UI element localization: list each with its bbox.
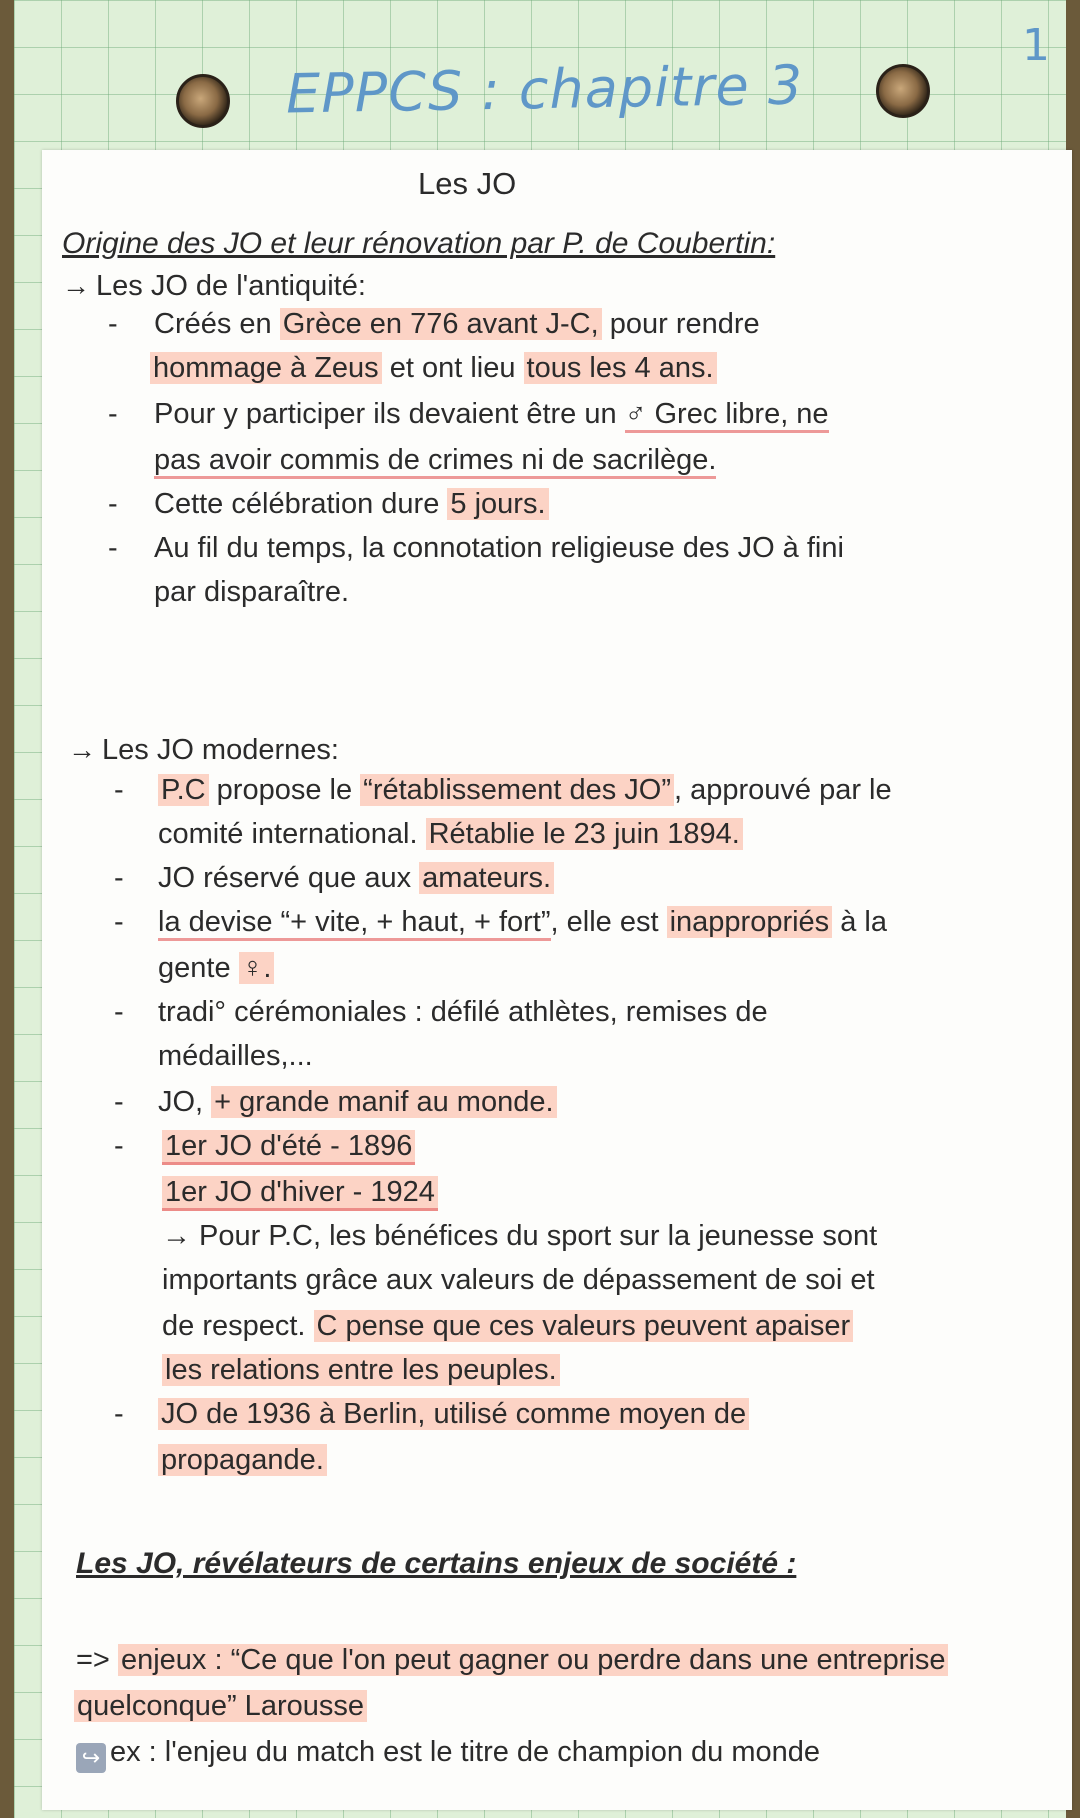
modern-bullet-4-line-2: médailles,...	[158, 1040, 313, 1072]
bullet-dash: -	[108, 308, 118, 340]
bullet-dash: -	[108, 488, 118, 520]
modern-paragraph-line-2: importants grâce aux valeurs de dépassement de soi et	[162, 1264, 875, 1296]
antiquity-bullet-4-line-2: par disparaître.	[154, 576, 350, 608]
punch-hole-left	[176, 74, 230, 128]
modern-bullet-1-line-1: P.C propose le “rétablissement des JO” , approuvé par le	[158, 772, 892, 808]
antiquity-bullet-2-line-1: Pour y participer ils devaient être un ♂ Grec libre, ne	[154, 396, 829, 432]
bullet-dash: -	[108, 532, 118, 564]
printed-note-sheet	[42, 150, 1072, 1810]
modern-bullet-6-line-1: 1er JO d'été - 1896	[162, 1128, 415, 1164]
right-arrow-icon: →	[62, 270, 90, 301]
modern-bullet-3-line-2: gente ♀.	[158, 950, 274, 986]
modern-paragraph-line-4: les relations entre les peuples.	[162, 1352, 560, 1388]
bullet-dash: -	[114, 862, 124, 894]
return-arrow-icon: ↪	[76, 1743, 106, 1773]
antiquity-bullet-3: Cette célébration dure 5 jours.	[154, 486, 549, 522]
modern-bullet-6-line-2: 1er JO d'hiver - 1924	[162, 1174, 438, 1210]
handwritten-title: EPPCS : chapitre 3	[285, 53, 804, 126]
modern-paragraph-line-1: → Pour P.C, les bénéfices du sport sur la jeunesse sont	[162, 1220, 878, 1252]
bullet-dash: -	[108, 398, 118, 430]
bullet-dash: -	[114, 1086, 124, 1118]
bullet-dash: -	[114, 906, 124, 938]
modern-bullet-1-line-2: comité international. Rétablie le 23 juin 1894.	[158, 816, 743, 852]
modern-bullet-2: JO réservé que aux amateurs.	[158, 860, 554, 896]
modern-bullet-3-line-1: la devise “+ vite, + haut, + fort”, elle est inappropriés à la	[158, 904, 887, 940]
modern-bullet-5: JO, + grande manif au monde.	[158, 1084, 557, 1120]
page-number: 1	[1022, 20, 1050, 71]
section1-heading: Origine des JO et leur rénovation par P. de Coubertin:	[62, 227, 776, 260]
subject-title: Les JO	[418, 166, 517, 201]
grid-paper	[14, 0, 1066, 1818]
punch-hole-right	[876, 64, 930, 118]
example-line: ↪ ex : l'enjeu du match est le titre de champion du monde	[76, 1734, 820, 1773]
modern-bullet-7-line-2: propagande.	[158, 1442, 327, 1478]
bullet-dash: -	[114, 996, 124, 1028]
antiquity-title: → Les JO de l'antiquité:	[62, 270, 366, 302]
bullet-dash: -	[114, 1130, 124, 1162]
antiquity-bullet-1-line-1: Créés en Grèce en 776 avant J-C, pour rendre	[154, 308, 760, 340]
modern-bullet-7-line-1: JO de 1936 à Berlin, utilisé comme moyen de	[158, 1396, 749, 1432]
definition-line-2: quelconque” Larousse	[74, 1688, 367, 1724]
definition-line-1: => enjeux : “Ce que l'on peut gagner ou perdre dans une entreprise	[76, 1642, 948, 1678]
modern-paragraph-line-3: de respect. C pense que ces valeurs peuvent apaiser	[162, 1308, 853, 1344]
bullet-dash: -	[114, 1398, 124, 1430]
modern-title-line: → Les JO modernes:	[68, 734, 339, 766]
bullet-dash: -	[114, 774, 124, 806]
antiquity-bullet-1-line-2: hommage à Zeus et ont lieu tous les 4 ans.	[150, 350, 717, 386]
antiquity-bullet-4-line-1: Au fil du temps, la connotation religieuse des JO à fini	[154, 532, 844, 564]
antiquity-bullet-2-line-2: pas avoir commis de crimes ni de sacrilège.	[154, 442, 716, 478]
modern-bullet-4-line-1: tradi° cérémoniales : défilé athlètes, remises de	[158, 996, 768, 1028]
right-arrow-icon: →	[68, 734, 96, 765]
section2-heading: Les JO, révélateurs de certains enjeux de société :	[76, 1547, 797, 1580]
